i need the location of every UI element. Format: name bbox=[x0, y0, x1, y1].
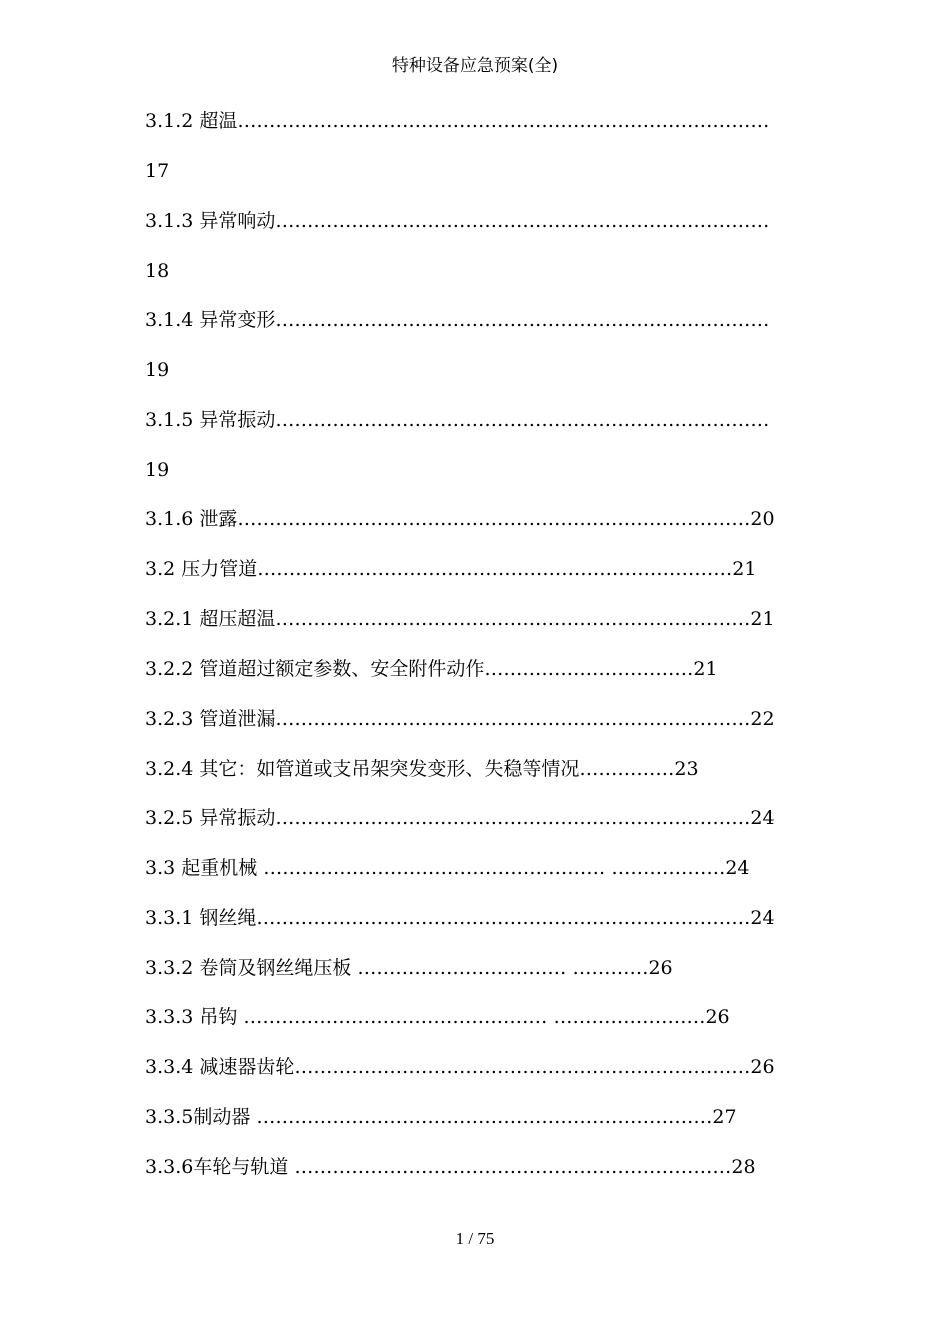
toc-line: 3.3.6车轮与轨道 ……………………………………………………………28 bbox=[145, 1156, 756, 1178]
toc-line: 3.3.3 吊钩 ………………………………………… ……………………26 bbox=[145, 1006, 730, 1028]
toc-line: 3.3.4 减速器齿轮………………………………………………………………26 bbox=[145, 1056, 775, 1078]
page-footer-number: 1 / 75 bbox=[455, 1229, 495, 1248]
page-header: 特种设备应急预案(全) bbox=[391, 56, 559, 76]
toc-page-number: 17 bbox=[145, 160, 170, 182]
toc-page-number: 19 bbox=[145, 459, 170, 481]
toc-line: 3.2.2 管道超过额定参数、安全附件动作……………………………21 bbox=[145, 658, 718, 680]
toc-line: 3.1.2 超温………………………………………………………………………… bbox=[145, 110, 770, 132]
toc-line: 3.2.4 其它：如管道或支吊架突发变形、失稳等情况……………23 bbox=[145, 758, 699, 780]
toc-page-number: 19 bbox=[145, 359, 170, 381]
toc-line: 3.2.3 管道泄漏…………………………………………………………………22 bbox=[145, 708, 775, 730]
toc-line: 3.3.1 钢丝绳……………………………………………………………………24 bbox=[145, 907, 775, 929]
toc-line: 3.3 起重机械 ……………………………………………… ………………24 bbox=[145, 857, 750, 879]
toc-page-number: 18 bbox=[145, 260, 170, 282]
toc-line: 3.1.5 异常振动…………………………………………………………………… bbox=[145, 409, 770, 431]
toc-line: 3.2.5 异常振动…………………………………………………………………24 bbox=[145, 807, 775, 829]
toc-line: 3.2.1 超压超温…………………………………………………………………21 bbox=[145, 608, 775, 630]
toc-line: 3.3.2 卷筒及钢丝绳压板 …………………………… …………26 bbox=[145, 957, 673, 979]
toc-line: 3.3.5制动器 ………………………………………………………………27 bbox=[145, 1106, 737, 1128]
toc-line: 3.2 压力管道…………………………………………………………………21 bbox=[145, 558, 757, 580]
toc-line: 3.1.4 异常变形…………………………………………………………………… bbox=[145, 309, 770, 331]
toc-line: 3.1.3 异常响动…………………………………………………………………… bbox=[145, 210, 770, 232]
toc-line: 3.1.6 泄露………………………………………………………………………20 bbox=[145, 508, 775, 530]
